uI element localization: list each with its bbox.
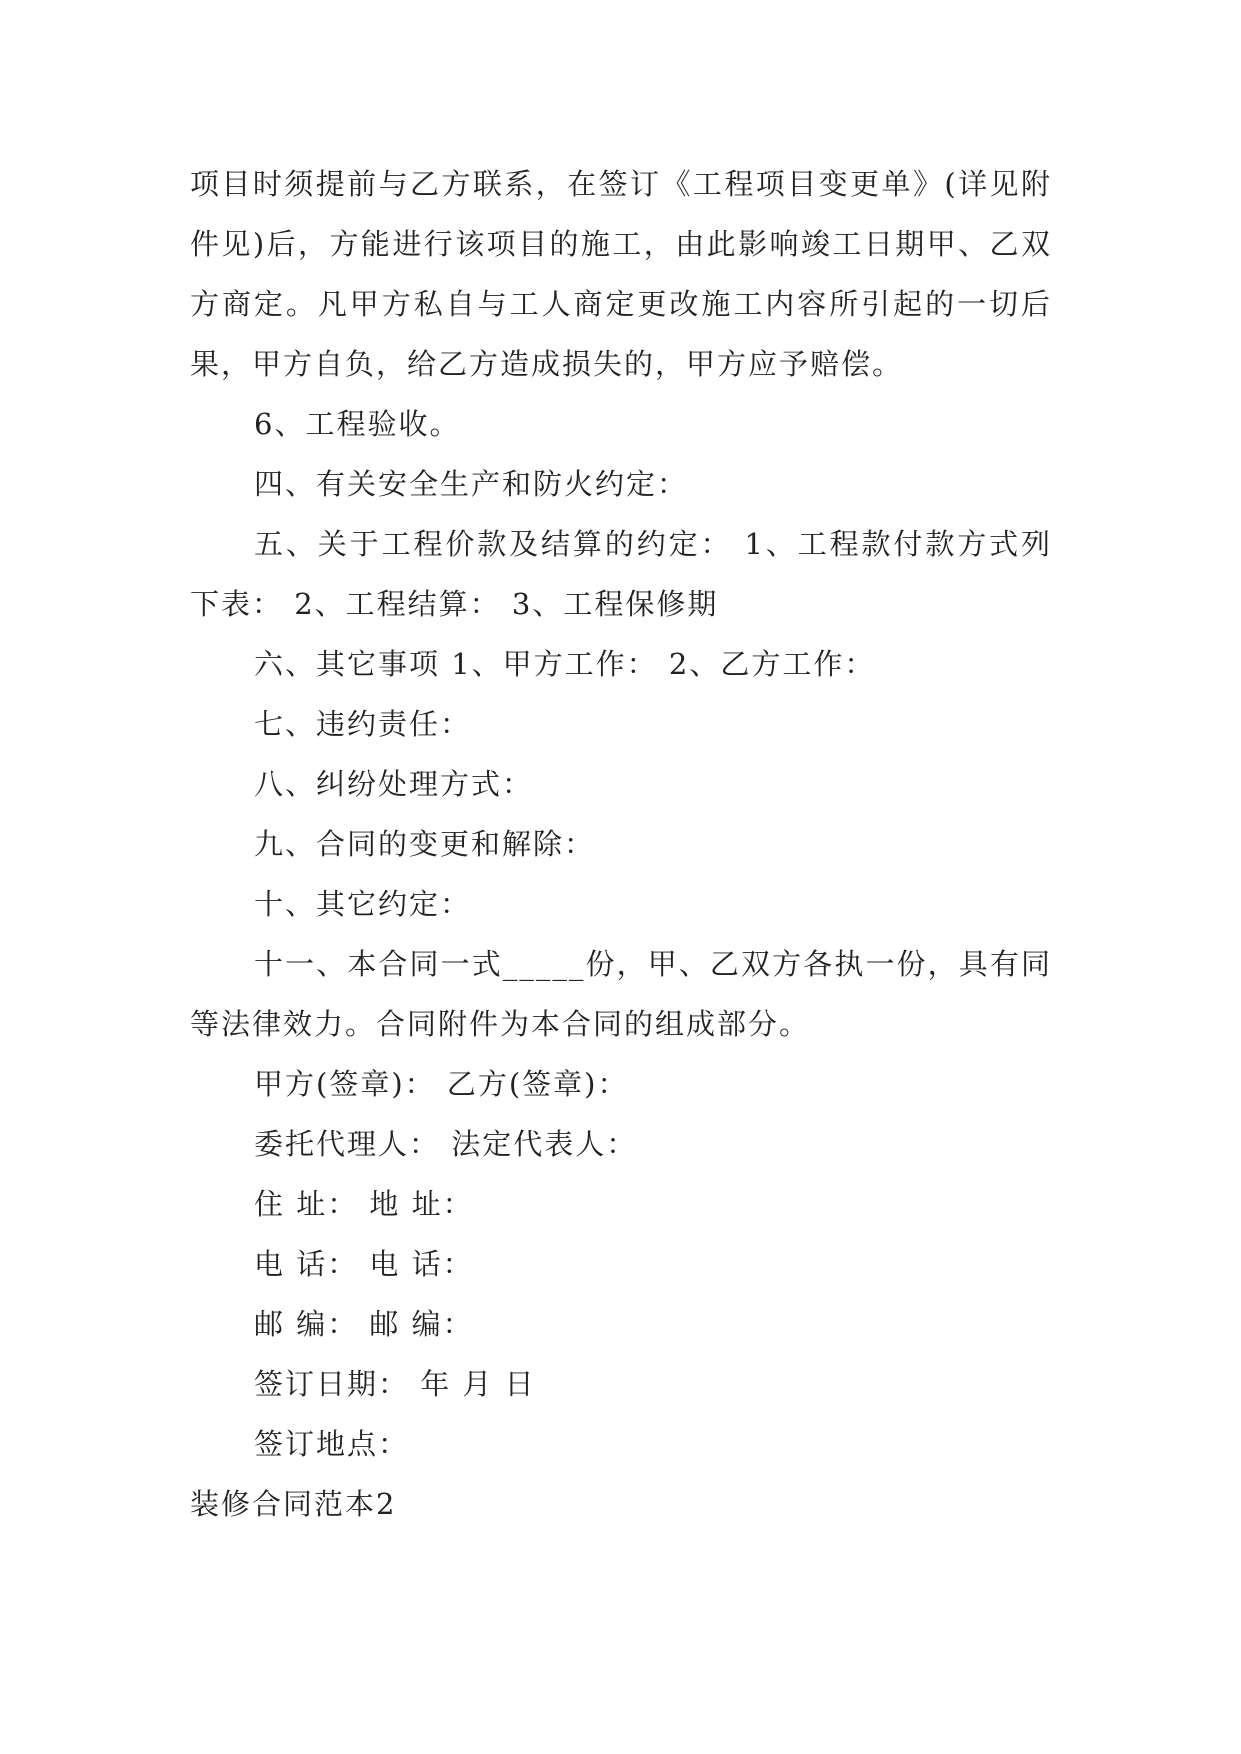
signature-line: 甲方(签章)： 乙方(签章)： [254, 1067, 629, 1101]
postcode-line: 邮 编： 邮 编： [254, 1307, 474, 1341]
paragraph-other-matters: 六、其它事项 1、甲方工作： 2、乙方工作： [254, 647, 876, 681]
paragraph-other-terms: 十、其它约定： [254, 887, 472, 921]
agent-line: 委托代理人： 法定代表人： [254, 1127, 638, 1161]
address-line: 住 址： 地 址： [254, 1187, 474, 1221]
paragraph-modification: 九、合同的变更和解除： [254, 827, 596, 861]
paragraph-acceptance: 6、工程验收。 [254, 407, 461, 441]
paragraph-liability: 七、违约责任： [254, 707, 472, 741]
paragraph-payment: 五、关于工程价款及结算的约定： 1、工程款付款方式列下表： 2、工程结算： 3、工程保修期 [190, 527, 1052, 621]
paragraph-safety: 四、有关安全生产和防火约定： [254, 467, 689, 501]
paragraph-change-order: 项目时须提前与乙方联系，在签订《工程项目变更单》(详见附件见)后，方能进行该项目的施工，由此影响竣工日期甲、乙双方商定。凡甲方私自与工人商定更改施工内容所引起的一切后果，甲方自负，给乙方造成损失的，甲方应予赔偿。 [190, 167, 1052, 381]
document-body [190, 154, 1052, 1534]
sign-place-line: 签订地点： [254, 1427, 410, 1461]
phone-line: 电 话： 电 话： [254, 1247, 474, 1281]
paragraph-copies: 十一、本合同一式_____份，甲、乙双方各执一份，具有同等法律效力。合同附件为本合同的组成部分。 [190, 947, 1052, 1041]
section-title: 装修合同范本2 [190, 1487, 397, 1521]
sign-date-line: 签订日期： 年 月 日 [254, 1367, 536, 1401]
paragraph-dispute: 八、纠纷处理方式： [254, 767, 534, 801]
